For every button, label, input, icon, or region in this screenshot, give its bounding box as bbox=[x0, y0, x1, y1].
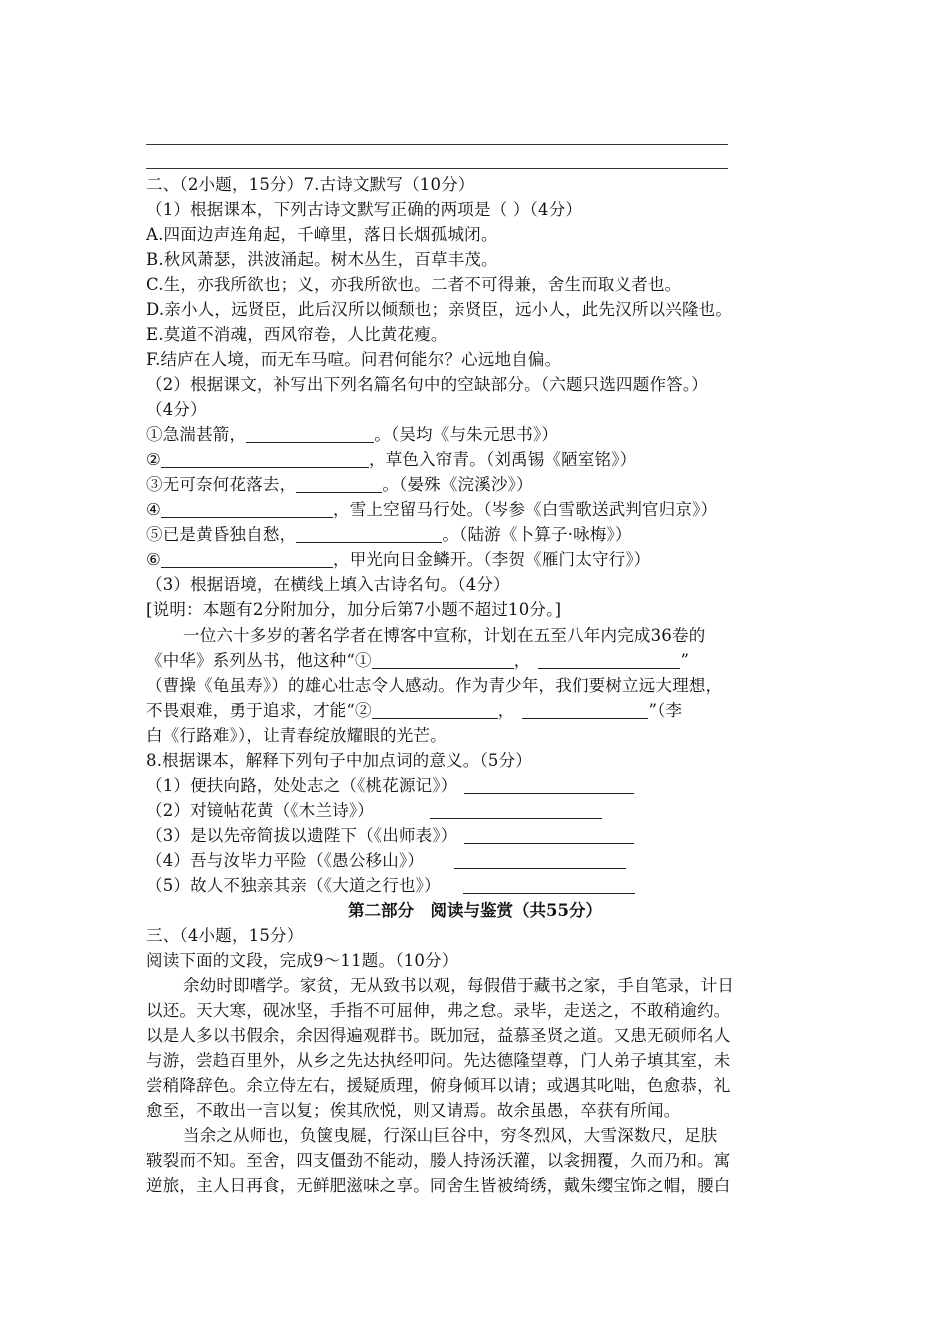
fill-item: ② ，草色入帘青。（刘禹锡《陋室铭》） bbox=[146, 450, 637, 469]
explain-item: （4）吾与汝毕力平险（《愚公移山》） bbox=[146, 851, 626, 871]
passage-line: 以是人多以书假余，余因得遍观群书。既加冠，益慕圣贤之道。又患无硕师名人 bbox=[146, 1026, 731, 1045]
section-header: 二、（2小题，15分）7.古诗文默写（10分） bbox=[146, 175, 475, 194]
answer-line bbox=[146, 168, 728, 169]
question-score: （4分） bbox=[146, 400, 207, 419]
option-d: D.亲小人，远贤臣，此后汉所以倾颓也；亲贤臣，远小人，此先汉所以兴隆也。 bbox=[146, 300, 733, 319]
context-paragraph: 不畏艰难，勇于追求，才能“② ， ”（李 bbox=[146, 701, 683, 720]
fill-item: ③无可奈何花落去， 。（晏殊《浣溪沙》） bbox=[146, 475, 533, 494]
passage-line: 与游，尝趋百里外，从乡之先达执经叩问。先达德隆望尊，门人弟子填其室，未 bbox=[146, 1051, 731, 1070]
answer-blank[interactable] bbox=[372, 702, 498, 719]
answer-blank[interactable] bbox=[463, 877, 635, 894]
answer-blank[interactable] bbox=[161, 451, 369, 468]
explain-item: （2）对镜帖花黄（《木兰诗》） bbox=[146, 801, 602, 821]
fill-item: ⑥ ，甲光向日金鳞开。（李贺《雁门太守行》） bbox=[146, 550, 651, 569]
context-paragraph: （曹操《龟虽寿》）的雄心壮志令人感动。作为青少年，我们要树立远大理想， bbox=[146, 676, 723, 695]
answer-blank[interactable] bbox=[430, 802, 602, 819]
passage-line: 当余之从师也，负箧曳屣，行深山巨谷中，穷冬烈风，大雪深数尺，足肤 bbox=[183, 1126, 718, 1145]
context-paragraph: 白《行路难》），让青春绽放耀眼的光芒。 bbox=[146, 726, 447, 745]
answer-blank[interactable] bbox=[538, 652, 680, 669]
question-prompt: 8.根据课本，解释下列句子中加点词的意义。（5分） bbox=[146, 751, 532, 770]
passage-line: 逆旅，主人日再食，无鲜肥滋味之享。同舍生皆被绮绣，戴朱缨宝饰之帽，腰白 bbox=[146, 1176, 731, 1195]
answer-line bbox=[146, 144, 728, 145]
explain-item: （5）故人不独亲其亲（《大道之行也》） bbox=[146, 876, 635, 896]
answer-blank[interactable] bbox=[464, 777, 634, 794]
answer-blank[interactable] bbox=[372, 652, 514, 669]
answer-blank[interactable] bbox=[454, 852, 626, 869]
question-prompt: （1）根据课本，下列古诗文默写正确的两项是（ ）（4分） bbox=[146, 200, 583, 219]
fill-item: ①急湍甚箭， 。（吴均《与朱元思书》） bbox=[146, 425, 559, 444]
answer-blank[interactable] bbox=[296, 526, 442, 543]
question-note: [说明：本题有2分附加分，加分后第7小题不超过10分。] bbox=[146, 600, 562, 619]
answer-blank[interactable] bbox=[161, 501, 333, 518]
reading-prompt: 阅读下面的文段，完成9～11题。（10分） bbox=[146, 951, 459, 970]
answer-blank[interactable] bbox=[522, 702, 648, 719]
option-a: A.四面边声连角起，千嶂里，落日长烟孤城闭。 bbox=[146, 225, 498, 244]
option-c: C.生，亦我所欲也；义，亦我所欲也。二者不可得兼，舍生而取义者也。 bbox=[146, 275, 682, 294]
question-prompt: （3）根据语境，在横线上填入古诗名句。（4分） bbox=[146, 575, 510, 594]
passage-line: 愈至，不敢出一言以复；俟其欣悦，则又请焉。故余虽愚，卒获有所闻。 bbox=[146, 1101, 681, 1120]
fill-item: ⑤已是黄昏独自愁， 。（陆游《卜算子·咏梅》） bbox=[146, 525, 632, 544]
fill-item: ④ ，雪上空留马行处。（岑参《白雪歌送武判官归京》） bbox=[146, 500, 718, 519]
explain-item: （1）便扶向路，处处志之（《桃花源记》） bbox=[146, 776, 634, 796]
passage-line: 尝稍降辞色。余立侍左右，援疑质理，俯身倾耳以请；或遇其叱咄，色愈恭，礼 bbox=[146, 1076, 731, 1095]
answer-blank[interactable] bbox=[296, 476, 382, 493]
option-b: B.秋风萧瑟，洪波涌起。树木丛生，百草丰茂。 bbox=[146, 250, 498, 269]
option-e: E.莫道不消魂，西风帘卷，人比黄花瘦。 bbox=[146, 325, 448, 344]
part-title: 第二部分 阅读与鉴赏（共55分） bbox=[348, 901, 602, 920]
option-f: F.结庐在人境，而无车马喧。问君何能尔？心远地自偏。 bbox=[146, 350, 562, 369]
answer-blank[interactable] bbox=[464, 827, 634, 844]
answer-blank[interactable] bbox=[246, 426, 374, 443]
passage-line: 皲裂而不知。至舍，四支僵劲不能动，媵人持汤沃灌，以衾拥覆，久而乃和。寓 bbox=[146, 1151, 731, 1170]
context-paragraph: 《中华》系列丛书，他这种“① ， ” bbox=[146, 651, 690, 670]
explain-item: （3）是以先帝简拔以遗陛下（《出师表》） bbox=[146, 826, 634, 846]
answer-blank[interactable] bbox=[161, 551, 333, 568]
question-prompt: （2）根据课文，补写出下列名篇名句中的空缺部分。（六题只选四题作答。） bbox=[146, 375, 708, 394]
section-header: 三、（4小题，15分） bbox=[146, 926, 304, 945]
passage-line: 以还。天大寒，砚冰坚，手指不可屈伸，弗之怠。录毕，走送之，不敢稍逾约。 bbox=[146, 1001, 731, 1020]
passage-line: 余幼时即嗜学。家贫，无从致书以观，每假借于藏书之家，手自笔录，计日 bbox=[183, 976, 735, 995]
context-paragraph: 一位六十多岁的著名学者在博客中宣称，计划在五至八年内完成36卷的 bbox=[183, 626, 706, 645]
